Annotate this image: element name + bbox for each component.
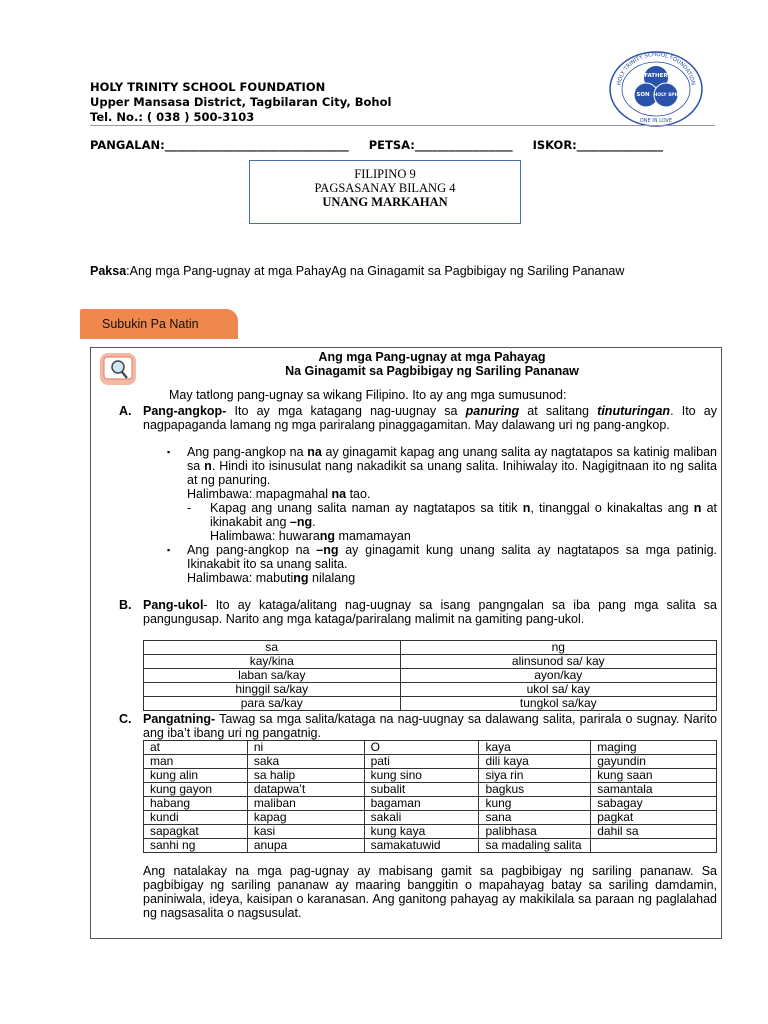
table-cell: gayundin: [591, 755, 717, 769]
logo-top-text: HOLY TRINITY SCHOOL FOUNDATION: [616, 51, 696, 86]
table-row: [144, 825, 717, 839]
closing-paragraph: Ang natalakay na mga pag-ugnay ay mabisang gamit sa pagbibigay ng sariling pananaw. Sa pagbibigay ng sariling pananaw ay maaring banggitin o mapahayag batay sa sariling damdamin, paniniwala, ideya, kaisipan o karanasan. Ang ganitong pahayag ay makikilala sa paraan ng paglalahad ng nagsasalita o nagsusulat.: [143, 864, 717, 920]
table-row: [144, 655, 717, 669]
table-cell: siya rin: [479, 769, 591, 783]
table-cell: bagkus: [479, 783, 591, 797]
section-a-bullet-1: Ang pang-angkop na na ay ginagamit kapag ang unang salita ay nagtatapos sa katinig maliban sa n. Hindi ito isinusulat nang nakadikit sa unang salita. Inihiwalay ito. Nagigitnaan ito ng salita at ng panuring. Halimbawa: mapagmahal na tao.: [187, 445, 717, 501]
table-cell: datapwa’t: [247, 783, 364, 797]
table-cell: laban sa/kay: [144, 669, 401, 683]
lesson-heading-1: Ang mga Pang-ugnay at mga Pahayag: [318, 350, 546, 364]
table-cell: sa madaling salita: [479, 839, 591, 853]
section-b-title: Pang-ukol: [143, 598, 204, 612]
table-cell: ng: [400, 641, 716, 655]
table-row: [144, 839, 717, 853]
table-row: [144, 641, 717, 655]
table-cell: para sa/kay: [144, 697, 401, 711]
table-cell: kasi: [247, 825, 364, 839]
table-row: [144, 755, 717, 769]
table-cell: kung gayon: [144, 783, 248, 797]
school-tel: Tel. No.: ( 038 ) 500-3103: [90, 110, 255, 124]
table-cell: samantala: [591, 783, 717, 797]
lesson-heading-2: Na Ginagamit sa Pagbibigay ng Sariling Pananaw: [285, 364, 579, 378]
table-row: [144, 697, 717, 711]
title-box: [249, 160, 521, 224]
section-c-letter: C.: [119, 712, 132, 726]
table-cell: alinsunod sa/ kay: [400, 655, 716, 669]
table-cell: ukol sa/ kay: [400, 683, 716, 697]
school-address: Upper Mansasa District, Tagbilaran City, Bohol: [90, 95, 392, 109]
table-cell: kundi: [144, 811, 248, 825]
topic-text: :Ang mga Pang-ugnay at mga PahayAg na Ginagamit sa Pagbibigay ng Sariling Pananaw: [126, 264, 625, 278]
table-cell: ayon/kay: [400, 669, 716, 683]
table-cell: palibhasa: [479, 825, 591, 839]
table-cell: ni: [247, 741, 364, 755]
table-cell: samakatuwid: [364, 839, 479, 853]
table-cell: sapagkat: [144, 825, 248, 839]
table-cell: at: [144, 741, 248, 755]
table-cell: subalit: [364, 783, 479, 797]
table-cell: hinggil sa/kay: [144, 683, 401, 697]
logo-son: SON: [636, 92, 650, 98]
table-row: [144, 811, 717, 825]
table-cell: sa: [144, 641, 401, 655]
table-cell: kung sino: [364, 769, 479, 783]
table-cell: kung saan: [591, 769, 717, 783]
table-cell: kung: [479, 797, 591, 811]
table-cell: sana: [479, 811, 591, 825]
section-a-title: Pang-angkop-: [143, 404, 227, 418]
bullet-icon: ▪: [167, 447, 171, 457]
section-c-text: Pangatning- Tawag sa mga salita/kataga na nag-uugnay sa dalawang salita, parirala o sugnay. Narito ang iba’t ibang uri ng pangatnig.: [143, 712, 717, 740]
topic-label: Paksa: [90, 264, 127, 278]
table-cell: kay/kina: [144, 655, 401, 669]
table-cell: [591, 839, 717, 853]
pang-ukol-table: [143, 640, 717, 711]
pangatnig-table: [143, 740, 717, 853]
section-tab: Subukin Pa Natin: [80, 309, 238, 339]
section-a-text: Pang-angkop- Ito ay mga katagang nag-uugnay sa panuring at salitang tinuturingan. Ito ay nagpapaganda lamang ng mga pariralang pinaggagamitan. May dalawang uri ng pang-angkop.: [143, 404, 718, 432]
table-row: [144, 669, 717, 683]
table-cell: anupa: [247, 839, 364, 853]
exercise-number: PAGSASANAY BILANG 4: [314, 181, 456, 195]
logo-father: FATHER: [644, 73, 668, 79]
subject-title: FILIPINO 9: [354, 167, 416, 181]
table-cell: maliban: [247, 797, 364, 811]
table-cell: bagaman: [364, 797, 479, 811]
table-row: [144, 783, 717, 797]
table-cell: sanhi ng: [144, 839, 248, 853]
section-a-dash: Kapag ang unang salita naman ay nagtatapos sa titik n, tinanggal o kinakaltas ang n at ikinakabit ang –ng. Halimbawa: huwarang mamamayan: [210, 501, 717, 543]
table-row: [144, 797, 717, 811]
lesson-frame: [90, 347, 722, 939]
section-b-text: Pang-ukol- Ito ay kataga/alitang nag-uugnay sa isang pangngalan sa iba pang mga salita sa pangungusap. Narito ang mga kataga/pariralang malimit na gamiting pang-ukol.: [143, 598, 717, 626]
lesson-header: [149, 350, 715, 402]
table-cell: kaya: [479, 741, 591, 755]
dash-marker: -: [187, 501, 192, 515]
school-name: HOLY TRINITY SCHOOL FOUNDATION: [90, 80, 326, 94]
table-cell: dahil sa: [591, 825, 717, 839]
school-header: [90, 80, 391, 125]
section-b-letter: B.: [119, 598, 132, 612]
table-cell: saka: [247, 755, 364, 769]
topic-line: [90, 264, 700, 279]
logo-holy-spirit: HOLY SPIRIT: [653, 93, 685, 98]
section-a-letter: A.: [119, 404, 132, 418]
table-row: [144, 769, 717, 783]
school-logo: [608, 50, 704, 128]
table-cell: pagkat: [591, 811, 717, 825]
table-cell: pati: [364, 755, 479, 769]
table-cell: sakali: [364, 811, 479, 825]
magnifier-icon: [99, 352, 137, 386]
table-cell: tungkol sa/kay: [400, 697, 716, 711]
table-cell: habang: [144, 797, 248, 811]
quarter-title: UNANG MARKAHAN: [322, 195, 448, 209]
table-row: [144, 683, 717, 697]
table-cell: O: [364, 741, 479, 755]
section-c-title: Pangatning-: [143, 712, 216, 726]
table-cell: sa halip: [247, 769, 364, 783]
bullet-icon: ▪: [167, 545, 171, 555]
lesson-intro: May tatlong pang-ugnay sa wikang Filipino. Ito ay ang mga sumusunod:: [169, 388, 567, 402]
table-row: [144, 741, 717, 755]
section-a-bullet-2: Ang pang-angkop na –ng ay ginagamit kung unang salita ay nagtatapos sa mga patinig. Ikinakabit ito sa unang salita. Halimbawa: mabuting nilalang: [187, 543, 717, 585]
table-cell: dili kaya: [479, 755, 591, 769]
table-cell: kung alin: [144, 769, 248, 783]
table-cell: kapag: [247, 811, 364, 825]
header-divider: [90, 125, 715, 126]
table-cell: kung kaya: [364, 825, 479, 839]
logo-bottom-text: ONE IN LOVE: [639, 118, 673, 124]
table-cell: man: [144, 755, 248, 769]
table-cell: sabagay: [591, 797, 717, 811]
table-cell: maging: [591, 741, 717, 755]
student-fields: PANGALAN:________________________________ PETSA:_________________ ISKOR:_______________: [90, 138, 664, 152]
